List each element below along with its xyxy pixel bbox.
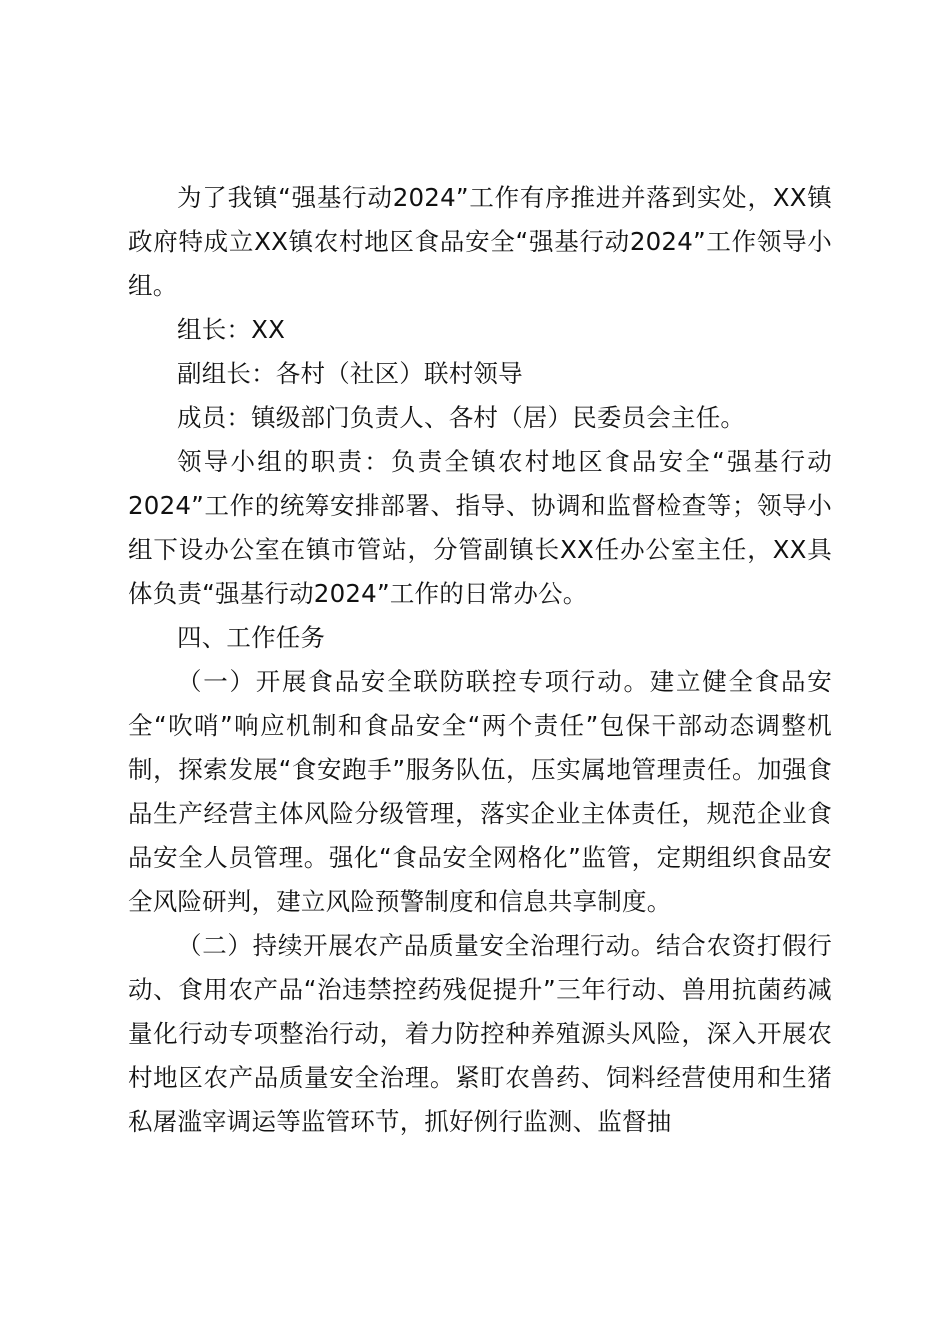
paragraph-intro: 为了我镇“强基行动2024”工作有序推进并落到实处，XX镇政府特成立XX镇农村地区食品安全“强基行动2024”工作领导小组。 (128, 183, 832, 300)
paragraph-members: 成员：镇级部门负责人、各村（居）民委员会主任。 (177, 403, 746, 432)
paragraph-task-one: （一）开展食品安全联防联控专项行动。建立健全食品安全“吹哨”响应机制和食品安全“两个责任”包保干部动态调整机制，探索发展“食安跑手”服务队伍，压实属地管理责任。加强食品生产经营主体风险分级管理，落实企业主体责任，规范企业食品安全人员管理。强化“食品安全网格化”监管，定期组织食品安全风险研判，建立风险预警制度和信息共享制度。 (128, 667, 832, 916)
section-heading-tasks: 四、工作任务 (177, 623, 326, 652)
paragraph-task-two: （二）持续开展农产品质量安全治理行动。结合农资打假行动、食用农产品“治违禁控药残促提升”三年行动、兽用抗菌药减量化行动专项整治行动，着力防控种养殖源头风险，深入开展农村地区农产品质量安全治理。紧盯农兽药、饲料经营使用和生猪私屠滥宰调运等监管环节，抓好例行监测、监督抽 (128, 931, 832, 1136)
paragraph-deputy-leader: 副组长：各村（社区）联村领导 (177, 359, 523, 388)
paragraph-group-leader: 组长：XX (177, 315, 286, 344)
paragraph-responsibilities: 领导小组的职责：负责全镇农村地区食品安全“强基行动2024”工作的统筹安排部署、指导、协调和监督检查等；领导小组下设办公室在镇市管站，分管副镇长XX任办公室主任，XX具体负责“强基行动2024”工作的日常办公。 (128, 447, 832, 608)
document-body (128, 176, 832, 1144)
